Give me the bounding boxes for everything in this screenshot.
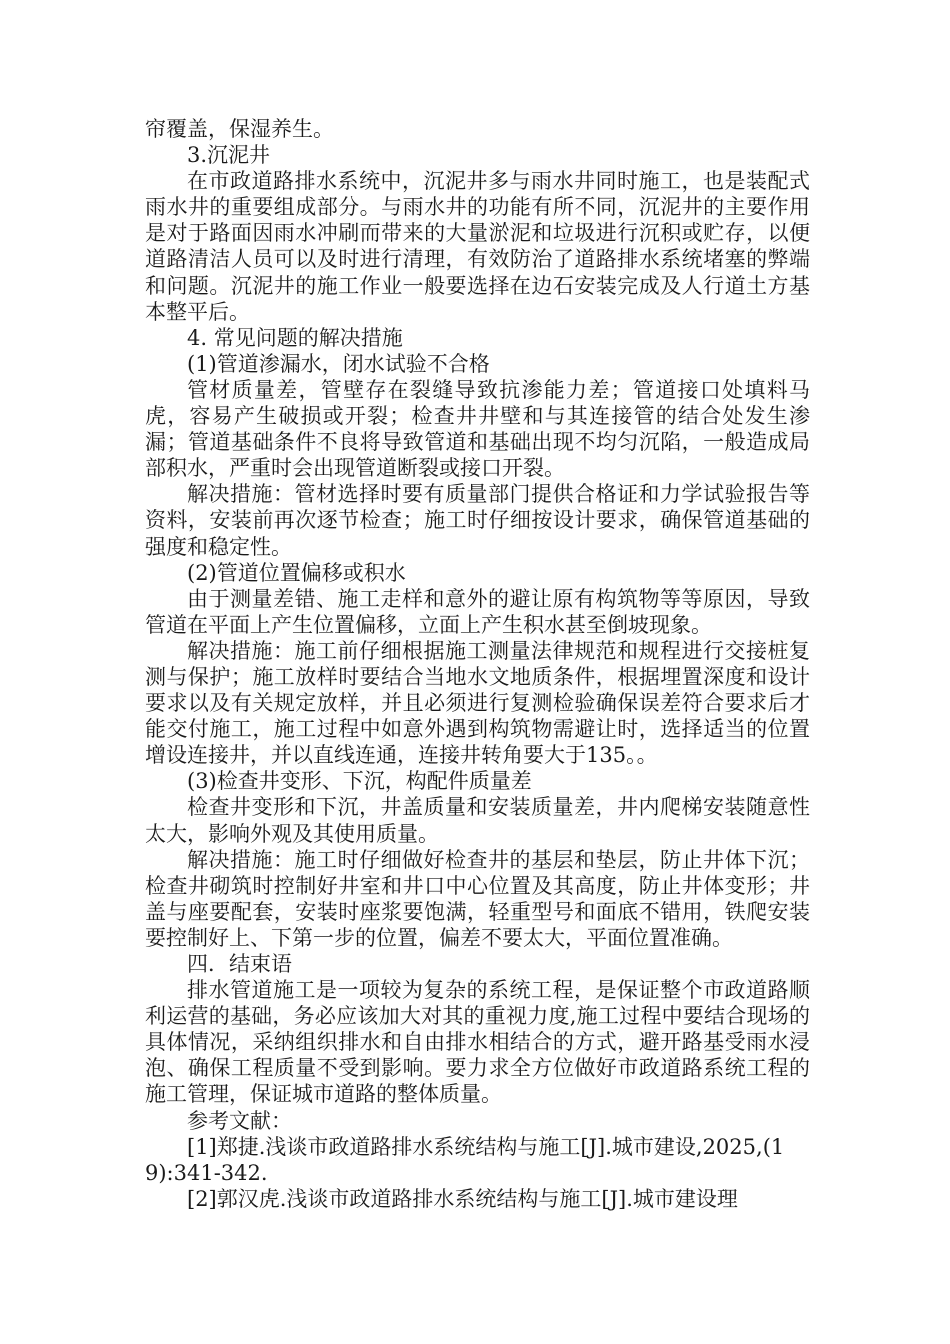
heading-sediment-well: 3.沉泥井 [187,143,271,168]
reference-item: [2]郭汉虎.浅谈市政道路排水系统结构与施工[J].城市建设理 [187,1186,738,1211]
paragraph-leakage-causes: 管材质量差，管壁存在裂缝导致抗渗能力差；管道接口处填料马虎，容易产生破损或开裂；检查井井壁和与其连接管的结合处发生渗漏；管道基础条件不良将导致管道和基础出现不均匀沉陷，一般造成局部积水，严重时会出现管道断裂或接口开裂。 [145,377,810,481]
subheading-inspection-well: (3)检查井变形、下沉，构配件质量差 [187,769,532,794]
paragraph-continuation: 帘覆盖，保湿养生。 [145,117,334,141]
heading-conclusion: 四．结束语 [187,952,292,976]
subheading-leakage: (1)管道渗漏水，闭水试验不合格 [187,351,490,376]
paragraph-inspection-solution: 解决措施：施工时仔细做好检查井的基层和垫层，防止井体下沉；检查井砌筑时控制好井室和井口中心位置及其高度，防止井体变形；井盖与座要配套，安装时座浆要饱满，轻重型号和面底不错用，铁爬安装要控制好上、下第一步的位置，偏差不要太大，平面位置准确。 [145,847,810,950]
document-page [145,116,810,1212]
paragraph-sediment-well: 在市政道路排水系统中，沉泥井多与雨水井同时施工，也是装配式雨水井的重要组成部分。与雨水井的功能有所不同，沉泥井的主要作用是对于路面因雨水冲刷而带来的大量淤泥和垃圾进行沉积或贮存，以便道路清洁人员可以及时进行清理，有效防治了道路排水系统堵塞的弊端和问题。沉泥井的施工作业一般要选择在边石安装完成及人行道土方基本整平后。 [145,169,810,324]
heading-common-problems: 4. 常见问题的解决措施 [187,325,403,350]
paragraph-leakage-solution: 解决措施：管材选择时要有质量部门提供合格证和力学试验报告等资料，安装前再次逐节检查；施工时仔细按设计要求，确保管道基础的强度和稳定性。 [145,482,810,559]
paragraph-conclusion: 排水管道施工是一项较为复杂的系统工程，是保证整个市政道路顺利运营的基础，务必应该加大对其的重视力度,施工过程中要结合现场的具体情况，采纳组织排水和自由排水相结合的方式，避开路基受雨水浸泡、确保工程质量不受到影响。要力求全方位做好市政道路系统工程的施工管理，保证城市道路的整体质量。 [145,978,810,1107]
paragraph-offset-causes: 由于测量差错、施工走样和意外的避让原有构筑物等等原因，导致管道在平面上产生位置偏移，立面上产生积水甚至倒坡现象。 [145,586,810,637]
heading-references: 参考文献： [187,1108,292,1133]
paragraph-offset-solution: 解决措施：施工前仔细根据施工测量法律规范和规程进行交接桩复测与保护；施工放样时要结合当地水文地质条件，根据埋置深度和设计要求以及有关规定放样，并且必须进行复测检验确保误差符合要求后才能交付施工，施工过程中如意外遇到构筑物需避让时，选择适当的位置增设连接井，并以直线连通，连接井转角要大于135。。 [145,638,810,768]
paragraph-inspection-causes: 检查井变形和下沉，井盖质量和安装质量差，井内爬梯安装随意性太大，影响外观及其使用质量。 [145,795,810,846]
reference-item: [1]郑捷.浅谈市政道路排水系统结构与施工[J].城市建设,2025,(19):341-342. [145,1134,785,1185]
subheading-offset: (2)管道位置偏移或积水 [187,560,406,585]
